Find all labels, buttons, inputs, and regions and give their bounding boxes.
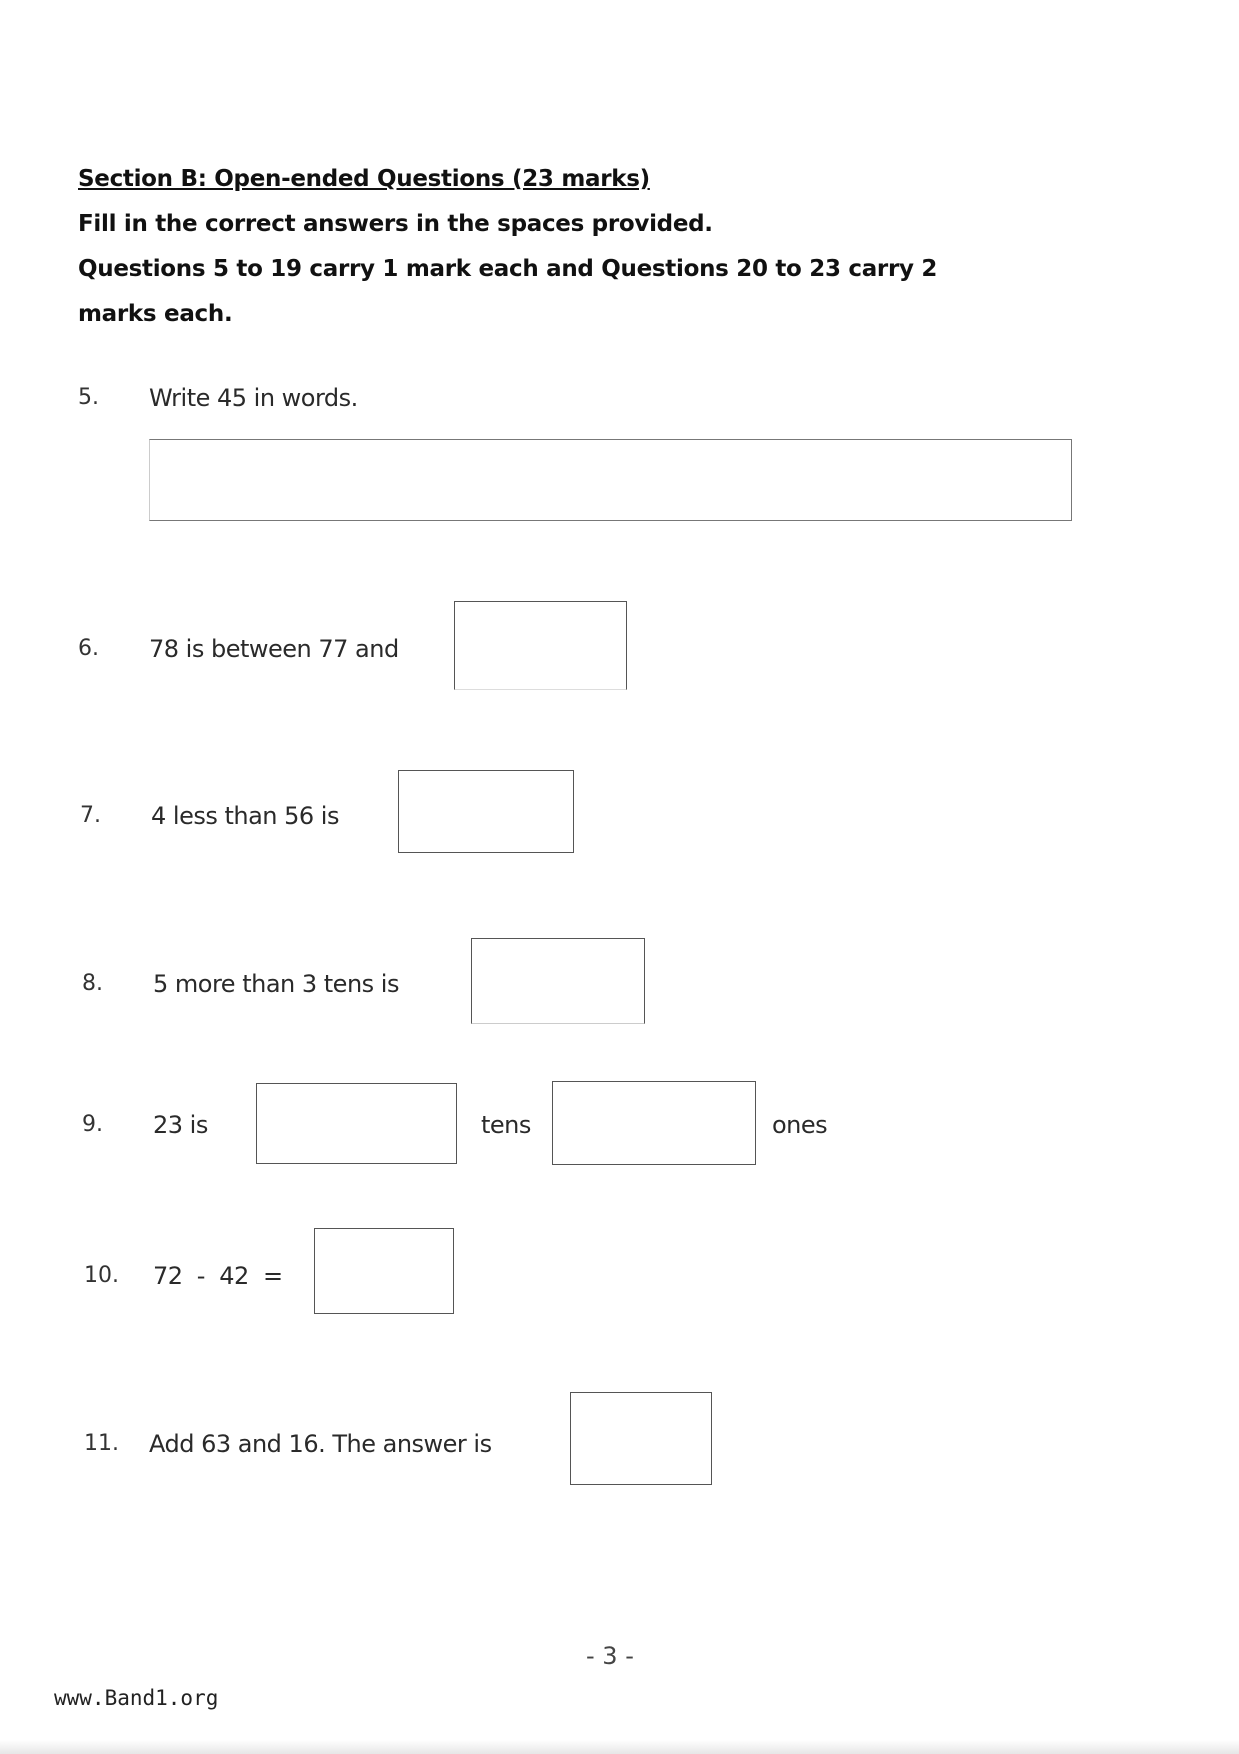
question-number: 10. <box>84 1263 119 1288</box>
section-title: Section B: Open-ended Questions (23 marks) <box>78 166 650 192</box>
answer-box-q6[interactable] <box>454 601 627 690</box>
instruction-line-3: marks each. <box>78 301 233 327</box>
answer-box-q7[interactable] <box>398 770 574 853</box>
answer-box-q9-ones[interactable] <box>552 1081 756 1165</box>
question-text: Write 45 in words. <box>149 384 358 412</box>
answer-box-q5[interactable] <box>149 439 1072 521</box>
question-text: 4 less than 56 is <box>151 802 339 830</box>
answer-box-q11[interactable] <box>570 1392 712 1485</box>
question-number: 6. <box>78 636 99 661</box>
instruction-line-1: Fill in the correct answers in the spaces provided. <box>78 211 713 237</box>
question-number: 7. <box>80 803 101 828</box>
scan-edge-shadow <box>0 1740 1239 1754</box>
question-number: 9. <box>82 1112 103 1137</box>
tens-label: tens <box>481 1111 531 1139</box>
question-number: 8. <box>82 971 103 996</box>
question-text: 78 is between 77 and <box>149 635 399 663</box>
question-text: 5 more than 3 tens is <box>153 970 399 998</box>
answer-box-q8[interactable] <box>471 938 645 1024</box>
question-number: 11. <box>84 1431 119 1456</box>
ones-label: ones <box>772 1111 828 1139</box>
question-number: 5. <box>78 385 99 410</box>
question-text: 72 - 42 = <box>153 1262 283 1290</box>
answer-box-q9-tens[interactable] <box>256 1083 457 1164</box>
page-number: - 3 - <box>586 1642 634 1670</box>
question-text: 23 is <box>153 1111 208 1139</box>
answer-box-q10[interactable] <box>314 1228 454 1314</box>
website-url: www.Band1.org <box>54 1686 219 1710</box>
question-text: Add 63 and 16. The answer is <box>149 1430 492 1458</box>
instruction-line-2: Questions 5 to 19 carry 1 mark each and Questions 20 to 23 carry 2 <box>78 256 938 282</box>
